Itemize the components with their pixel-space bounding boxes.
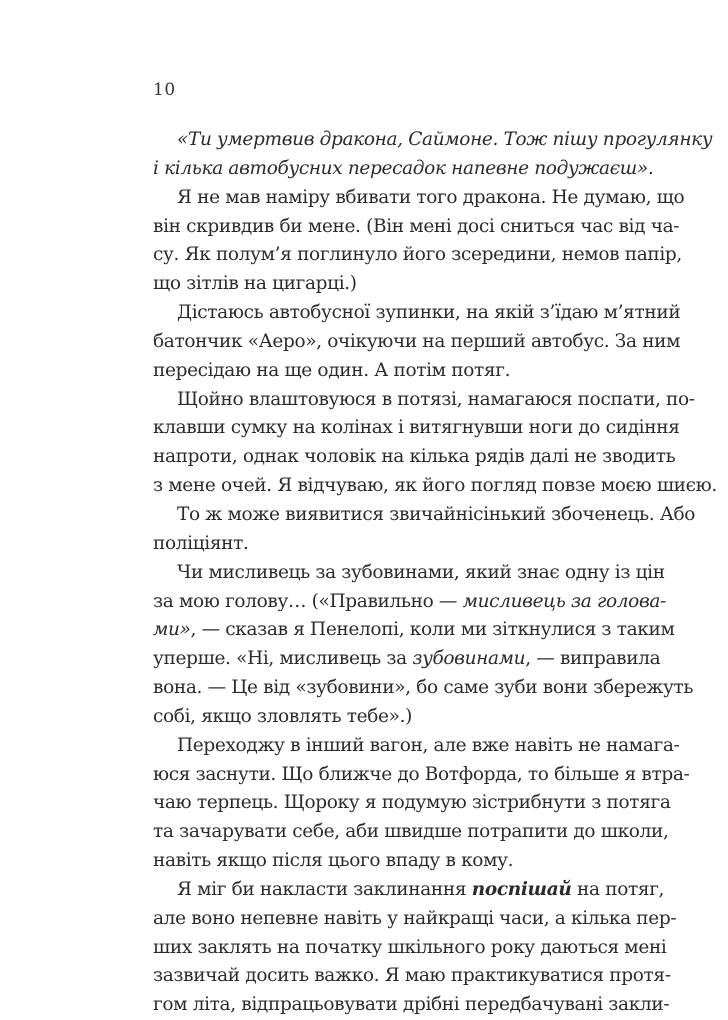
text-line [153,789,671,818]
page-number: 10 [153,80,176,100]
paragraph [153,184,685,299]
text-segment: зазвичай досить важко. Я маю практикуватися протя- [153,965,671,987]
text-line [153,588,666,617]
text-line [153,241,682,270]
paragraph [153,126,713,184]
text-line [153,761,690,790]
text-segment: Я міг би накласти заклинання [177,878,472,900]
text-line [153,270,597,299]
text-segment: навіть якщо після цього впаду в кому. [153,850,514,872]
text-segment: , — виправила [525,648,661,670]
text-segment: клавши сумку на колінах і витягнувши ноги до сидіння [153,417,680,439]
text-segment: пересідаю на ще один. А потім потяг. [153,359,511,381]
text-line [153,299,681,328]
emphasis-text: мисливець за голова- [462,590,666,612]
emphasis-text: поспішай [471,878,572,900]
text-line [153,645,661,674]
text-line [153,126,713,155]
paragraph [153,732,690,876]
text-line [153,443,676,472]
text-segment: на потяг, [571,878,665,900]
paragraph [153,559,694,732]
emphasis-text: і кілька автобусних пересадок напевне подужаєш». [153,157,654,179]
text-segment: Щойно влаштовуюся в потязі, намагаюся поспати, по- [177,388,695,410]
text-segment: вона. — Це від «зубовини», бо саме зуби вони збережуть [153,677,694,699]
text-segment: Чи мисливець за зубовинами, який знає одну із цін [177,561,665,583]
text-line [153,991,670,1020]
emphasis-text: ми» [153,619,191,641]
paragraph [153,876,677,1020]
text-line [153,213,680,242]
text-segment: батончик «Аеро», очікуючи на перший автобус. За ним [153,330,681,352]
text-segment: за мою голову… («Правильно — [153,590,463,612]
text-segment: собі, якщо зловлять тебе».) [153,705,413,727]
text-line [153,847,597,876]
text-segment: та зачарувати себе, аби швидше потрапити до школи, [153,821,669,843]
text-line [153,934,667,963]
text-line [153,732,680,761]
emphasis-text: «Ти умертвив дракона, Саймоне. Тож пішу прогулянку [177,129,713,150]
text-line [153,530,597,559]
text-segment: гом літа, відпрацьовувати дрібні передбачувані закли- [153,994,670,1016]
paragraph [153,501,696,559]
paragraph [153,299,681,386]
text-segment: Дістаюсь автобусної зупинки, на якій з’їдаю м’ятний [177,302,681,324]
text-segment: поліціянт. [153,532,249,554]
text-line [153,386,695,415]
text-line [153,818,669,847]
text-segment: Переходжу в інший вагон, але вже навіть не намага- [177,734,680,756]
text-segment: уперше. «Ні, мисливець за [153,648,413,670]
text-line [153,616,675,645]
text-line [153,328,681,357]
text-segment: чаю терпець. Щороку я подумую зістрибнути з потяга [153,792,671,814]
text-segment: , — сказав я Пенелопі, коли ми зіткнулися з таким [190,619,675,641]
text-segment: юся заснути. Що ближче до Вотфорда, то більше я втра- [153,763,690,785]
text-line [153,184,685,213]
text-segment: Я не мав наміру вбивати того дракона. Не думаю, що [177,186,685,208]
text-segment: він скривдив би мене. (Він мені досі сниться час від ча- [153,215,680,237]
text-line [153,155,654,184]
body-text [153,126,717,1020]
text-segment: су. Як полум’я поглинуло його зсередини, немов папір, [153,244,682,266]
text-line [153,674,694,703]
emphasis-text: зубовинами [412,648,526,670]
text-line [153,962,671,991]
text-segment: напроти, однак чоловік на кілька рядів далі не зводить [153,446,676,468]
text-segment: ших заклять на початку шкільного року даються мені [153,936,667,958]
text-segment: То ж може виявитися звичайнісінький збоченець. Або [177,503,696,525]
text-line [153,703,597,732]
text-segment: що зітлів на цигарці.) [153,273,357,295]
text-segment: з мене очей. Я відчуваю, як його погляд повзе моєю шиєю. [153,475,717,497]
text-segment: але воно непевне навіть у найкращі часи, а кілька пер- [153,907,677,929]
text-line [153,472,717,501]
paragraph [153,386,717,501]
text-line [153,559,665,588]
text-line [153,357,597,386]
text-line [153,414,680,443]
text-line [153,876,665,905]
text-line [153,501,696,530]
text-line [153,905,677,934]
